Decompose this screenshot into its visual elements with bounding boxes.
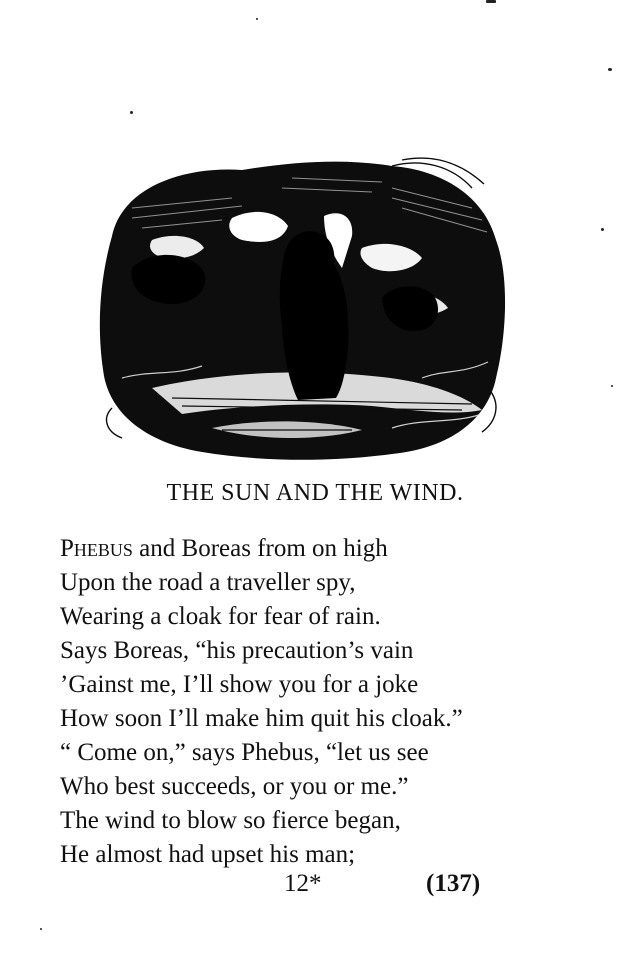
scan-speck (608, 68, 612, 71)
poem-first-line-rest: and Boreas from on high (132, 535, 388, 562)
poem-line: Wearing a cloak for fear of rain. (60, 603, 381, 630)
poem-line (60, 532, 605, 566)
poem-line: How soon I’ll make him quit his cloak.” (60, 705, 463, 732)
poem-line: ’Gainst me, I’ll show you for a joke (60, 671, 419, 698)
poem-body (60, 532, 605, 872)
poem-line: “ Come on,” says Phebus, “let us see (60, 739, 429, 766)
scan-speck (40, 928, 42, 930)
scan-speck (486, 0, 496, 3)
woodcut-traveller-in-wind-icon (92, 148, 512, 466)
poem-title (15, 480, 615, 507)
scan-speck (611, 385, 613, 387)
scan-speck (130, 111, 133, 114)
signature-mark: 12* (284, 870, 322, 897)
poem-line: Upon the road a traveller spy, (60, 569, 356, 596)
scan-speck (256, 18, 258, 20)
poem-line: Who best succeeds, or you or me.” (60, 773, 409, 800)
poem-line: Says Boreas, “his precaution’s vain (60, 637, 414, 664)
poem-first-word: Phebus (60, 535, 133, 562)
page-number: (137) (426, 870, 481, 897)
poem-title-text: THE SUN AND THE WIND. (166, 480, 464, 506)
poem-line: He almost had upset his man; (60, 841, 356, 868)
scan-speck (601, 228, 604, 231)
poem-line: The wind to blow so fierce began, (60, 807, 401, 834)
